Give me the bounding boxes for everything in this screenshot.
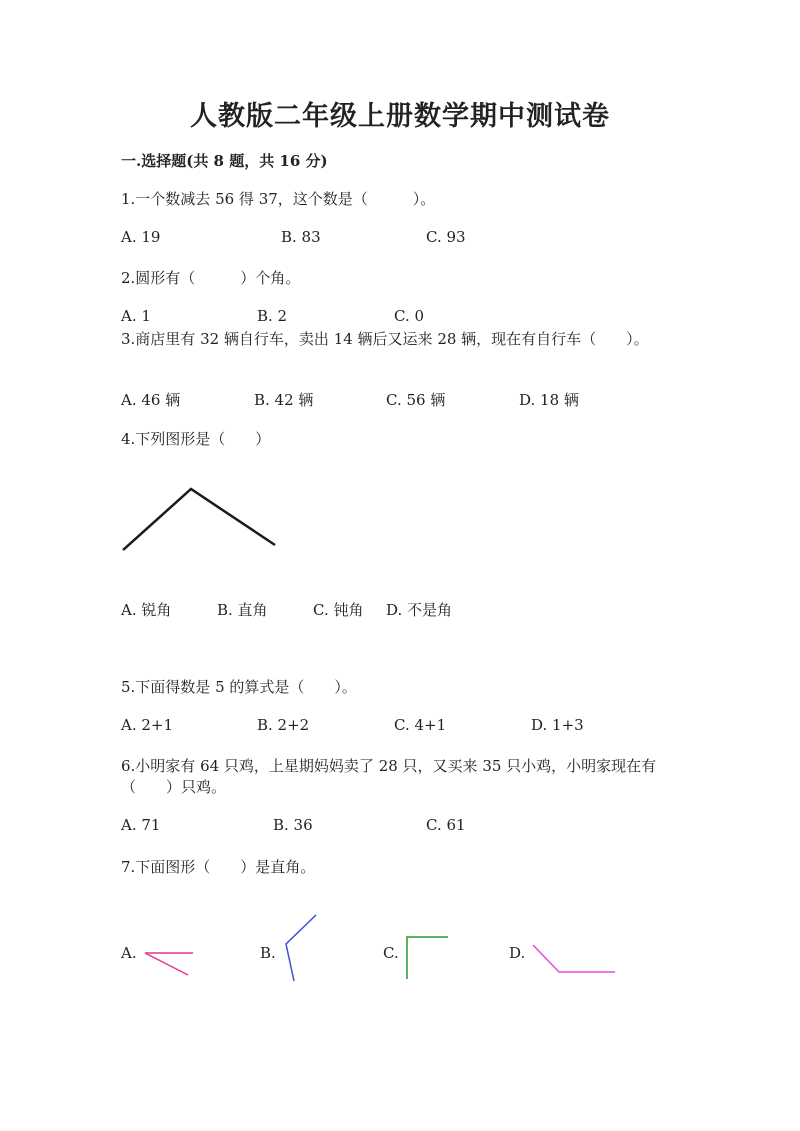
question-3: 3.商店里有 32 辆自行车，卖出 14 辆后又运来 28 辆，现在有自行车（ ）。 xyxy=(121,330,649,348)
q7-option-d: D. xyxy=(509,944,526,962)
q4-option-d: D. 不是角 xyxy=(386,601,453,619)
question-2: 2.圆形有（ ）个角。 xyxy=(121,269,301,287)
q2-option-a: A. 1 xyxy=(121,307,151,325)
q7-figure-a xyxy=(140,945,198,981)
q4-angle-lines xyxy=(123,489,275,550)
q7-option-a: A. xyxy=(121,944,137,962)
q3-option-b: B. 42 辆 xyxy=(254,391,314,409)
q6-option-a: A. 71 xyxy=(121,816,161,834)
q7-figure-d-lines xyxy=(533,945,615,972)
q5-option-c: C. 4+1 xyxy=(394,716,447,734)
q7-figure-c xyxy=(402,932,454,984)
q2-option-b: B. 2 xyxy=(257,307,288,325)
q7-figure-a-lines xyxy=(145,953,193,975)
q6-option-c: C. 61 xyxy=(426,816,466,834)
question-7: 7.下面图形（ ）是直角。 xyxy=(121,858,316,876)
question-5: 5.下面得数是 5 的算式是（ ）。 xyxy=(121,678,357,696)
q2-option-c: C. 0 xyxy=(394,307,425,325)
q4-angle-figure xyxy=(118,484,280,556)
question-6: 6.小明家有 64 只鸡，上星期妈妈卖了 28 只，又买来 35 只小鸡，小明家现在有 xyxy=(121,757,657,775)
question-1: 1.一个数减去 56 得 37，这个数是（ ）。 xyxy=(121,190,436,208)
q7-figure-d xyxy=(528,940,620,978)
q6-option-b: B. 36 xyxy=(273,816,313,834)
q4-option-c: C. 钝角 xyxy=(313,601,364,619)
q7-figure-c-lines xyxy=(407,937,448,979)
q5-option-b: B. 2+2 xyxy=(257,716,310,734)
q3-option-d: D. 18 辆 xyxy=(519,391,579,409)
q4-option-b: B. 直角 xyxy=(217,601,268,619)
section-heading: 一.选择题(共 8 题，共 16 分) xyxy=(121,152,328,170)
q7-option-c: C. xyxy=(383,944,399,962)
q5-option-a: A. 2+1 xyxy=(121,716,174,734)
q3-option-a: A. 46 辆 xyxy=(121,391,181,409)
q3-option-c: C. 56 辆 xyxy=(386,391,446,409)
page-title: 人教版二年级上册数学期中测试卷 xyxy=(190,101,610,132)
q7-option-b: B. xyxy=(260,944,276,962)
q1-option-a: A. 19 xyxy=(121,228,161,246)
q7-figure-b-lines xyxy=(286,915,316,981)
question-6-line-2: （ ）只鸡。 xyxy=(121,778,227,796)
q5-option-d: D. 1+3 xyxy=(531,716,584,734)
q1-option-b: B. 83 xyxy=(281,228,321,246)
question-4: 4.下列图形是（ ） xyxy=(121,430,271,448)
q7-figure-b xyxy=(280,910,322,986)
q4-option-a: A. 锐角 xyxy=(121,601,172,619)
q1-option-c: C. 93 xyxy=(426,228,466,246)
